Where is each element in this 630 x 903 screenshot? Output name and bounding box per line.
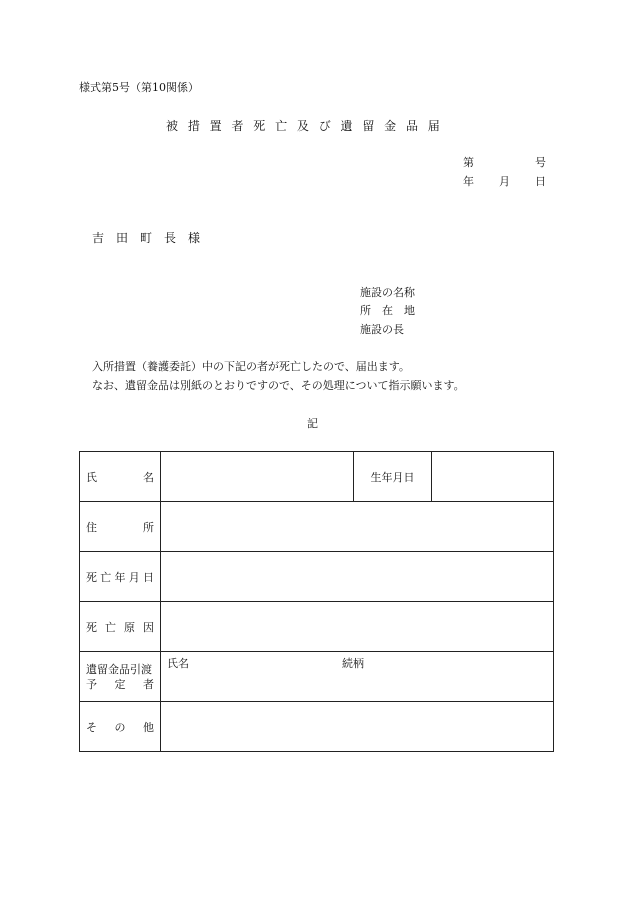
address-value[interactable] (161, 502, 554, 552)
table-row-other (80, 702, 554, 752)
heir-label-line-1: 遺留金品引渡 (86, 662, 152, 676)
heir-label-char: 定 (114, 677, 126, 691)
body-line-2: なお、遺留金品は別紙のとおりですので、その処理について指示願います。 (92, 379, 465, 392)
heir-name-label: 氏名 (167, 657, 189, 670)
death-date-char: 月 (128, 570, 140, 584)
heir-relation-label: 続柄 (342, 657, 364, 670)
table-row-name (80, 452, 554, 502)
table-row-death-cause (80, 602, 554, 652)
doc-number-go: 号 (535, 156, 546, 169)
death-date-char: 死 (86, 570, 97, 584)
death-cause-char: 原 (124, 620, 135, 634)
other-label-char: の (114, 720, 126, 734)
heir-label-char: 者 (143, 677, 154, 691)
birth-label (354, 452, 432, 502)
birth-label-text: 生年月日 (370, 470, 415, 484)
doc-number-dai: 第 (463, 156, 474, 169)
facility-address-label: 所 在 地 (360, 304, 415, 317)
other-label-char: そ (86, 720, 97, 734)
name-value[interactable] (161, 452, 354, 502)
death-date-label (80, 552, 161, 602)
other-label-char: 他 (143, 720, 154, 734)
death-cause-label (80, 602, 161, 652)
heir-label-char: 予 (86, 677, 97, 691)
address-label-b: 所 (143, 520, 154, 534)
address-label (80, 502, 161, 552)
date-day: 日 (535, 175, 546, 188)
heir-label (80, 652, 161, 702)
table-row-death-date (80, 552, 554, 602)
address-label-a: 住 (86, 520, 97, 534)
table-row-address (80, 502, 554, 552)
ki-marker: 記 (307, 417, 318, 430)
death-cause-char: 因 (143, 620, 154, 634)
date-year: 年 (463, 175, 474, 188)
name-label-a: 氏 (86, 470, 97, 484)
heir-value[interactable] (161, 652, 554, 702)
death-date-char: 年 (114, 570, 126, 584)
death-cause-char: 死 (86, 620, 97, 634)
facility-head-label: 施設の長 (360, 323, 404, 336)
death-date-char: 日 (143, 570, 154, 584)
death-cause-char: 亡 (105, 620, 116, 634)
date-month: 月 (499, 175, 510, 188)
death-date-value[interactable] (161, 552, 554, 602)
other-value[interactable] (161, 702, 554, 752)
details-table (79, 451, 554, 752)
addressee: 吉 田 町 長 様 (92, 231, 201, 245)
name-label (80, 452, 161, 502)
facility-name-label: 施設の名称 (360, 286, 415, 299)
death-cause-value[interactable] (161, 602, 554, 652)
birth-value[interactable] (432, 452, 554, 502)
death-date-char: 亡 (100, 570, 112, 584)
name-label-b: 名 (143, 470, 154, 484)
document-title: 被 措 置 者 死 亡 及 び 遺 留 金 品 届 (166, 119, 440, 133)
table-row-heir (80, 652, 554, 702)
form-number: 様式第5号（第10関係） (79, 81, 199, 94)
other-label (80, 702, 161, 752)
body-line-1: 入所措置（養護委託）中の下記の者が死亡したので、届出ます。 (92, 360, 410, 373)
